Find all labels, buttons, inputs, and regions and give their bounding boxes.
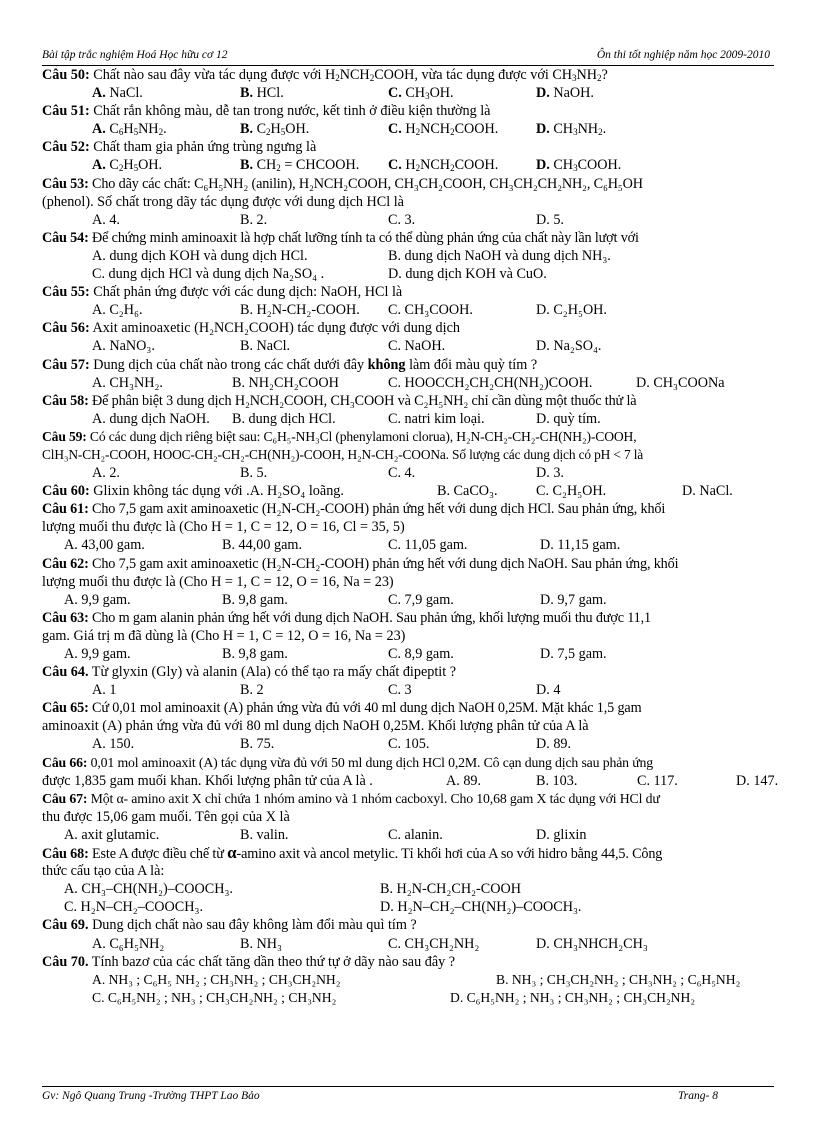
q69-options — [42, 935, 794, 953]
q65-stem: Câu 65: Cứ 0,01 mol aminoaxit (A) phản ứng vừa đủ với 40 ml dung dịch NaOH 0,25M. Mặt khác 1,5 gam — [42, 700, 642, 717]
q50-stem: Câu 50: Chất nào sau đây vừa tác dụng được với $H_2NCH_2COOH$, vừa tác dụng được với $CH_3NH_2$? — [42, 67, 608, 83]
option-c: C. alanin. — [388, 826, 443, 843]
header-right: Ôn thi tốt nghiệp năm học 2009-2010 — [596, 49, 770, 61]
footer-author: Gv: Ngô Quang Trung -Trường THPT Lao Bảo — [42, 1090, 260, 1102]
q63-stem: Câu 63: Cho m gam alanin phản ứng hết với dung dịch NaOH. Sau phản ứng, khối lượng muối thu được 11,1 — [42, 609, 651, 626]
option-b: B. $CH_2$ = CHCOOH. — [240, 157, 360, 174]
q69-stem: Câu 69. Dung dịch chất nào sau đây không làm đổi màu quì tím ? — [42, 917, 417, 934]
q66-stem-2: được 1,835 gam muối khan. Khối lượng phân tử của A là . A. 89. B. 103. C. 117. D. 147. — [42, 772, 779, 789]
q63-stem-2: gam. Giá trị m đã dùng là (Cho H = 1, C = 12, O = 16, Na = 23) — [42, 627, 406, 644]
option-c: C. $H_2NCH_2COOH$. — [388, 121, 499, 138]
q63-options — [42, 645, 794, 663]
option-d: D. 3. — [536, 465, 564, 482]
option-c: C. $H_2NCH_2COOH$. — [388, 157, 499, 174]
q67-stem-2: thu được 15,06 gam muối. Tên gọi của X là — [42, 808, 290, 825]
option-a: A. NaCl. — [92, 85, 143, 102]
option-b: B. H₂N-CH₂CH₂-COOH — [380, 881, 521, 898]
option-b: B. 9,8 gam. — [222, 646, 288, 662]
q56-options — [42, 337, 794, 355]
option-d: D. quỳ tím. — [536, 410, 601, 427]
option-d: D. C₆H₅NH₂ ; NH₃ ; CH₃NH₂ ; CH₃CH₂NH₂ — [450, 989, 696, 1005]
option-b: B. 44,00 gam. — [222, 537, 302, 554]
option-b: B. H₂N-CH₂-COOH. — [240, 302, 360, 319]
option-a: A. NaNO₃. — [92, 338, 155, 355]
q70-stem: Câu 70. Tính bazơ của các chất tăng dần theo thứ tự ở dãy nào sau đây ? — [42, 953, 456, 970]
option-d: D. C₂H₅OH. — [536, 302, 607, 319]
q68-options-1 — [42, 880, 794, 898]
option-d: D. 9,7 gam. — [540, 591, 607, 608]
option-c: C. 11,05 gam. — [388, 537, 468, 554]
q59-stem: Câu 59: Có các dung dịch riêng biệt sau: C₆H₅-NH₃Cl (phenylamoni clorua), H₂N-CH₂-CH₂-CH(NH₂)-COOH, — [42, 428, 637, 444]
option-b: B. NH₃ — [240, 935, 282, 952]
q53-stem-2: (phenol). Số chất trong dãy tác dụng được với dung dịch HCl là — [42, 193, 404, 210]
q55-stem: Câu 55: Chất phản ứng được với các dung dịch: NaOH, HCl là — [42, 284, 403, 301]
option-b: B. 2. — [240, 211, 268, 228]
q60-stem: Câu 60: Glixin không tác dụng với .A. H₂SO₄ loãng. B. CaCO₃. C. C₂H₅OH. D. NaCl. — [42, 483, 733, 500]
option-a: A. axit glutamic. — [64, 826, 160, 843]
option-d: D. $CH_3NH_2$. — [536, 121, 607, 138]
q62-stem-2: lượng muối thu được là (Cho H = 1, C = 12, O = 16, Na = 23) — [42, 573, 394, 590]
q62-stem: Câu 62: Cho 7,5 gam axit aminoaxetic (H₂N-CH₂-COOH) phản ứng hết với dung dịch NaOH. Sau phản ứng, khối — [42, 555, 679, 572]
q53-stem: Câu 53: Cho dãy các chất: C₆H₅NH₂ (anilin), H₂NCH₂COOH, CH₃CH₂COOH, CH₃CH₂CH₂NH₂, C₆H₅OH — [42, 175, 643, 192]
option-a: A. C₆H₅NH₂ — [92, 935, 165, 952]
option-c: C. dung dịch HCl và dung dịch Na₂SO₄ . — [92, 266, 325, 283]
option-b: B. 103. — [536, 772, 578, 789]
option-a: A. dung dịch NaOH. — [92, 410, 210, 427]
q66-stem: Câu 66: 0,01 mol aminoaxit (A) tác dụng vừa đủ với 50 ml dung dịch HCl 0,2M. Cô cạn dung dịch sau phản ứng — [42, 754, 654, 770]
option-c: C. 4. — [388, 465, 416, 482]
option-a: A. 43,00 gam. — [64, 537, 145, 554]
option-d: D. 7,5 gam. — [540, 646, 607, 662]
q59-stem-2: ClH₃N-CH₂-COOH, HOOC-CH₂-CH₂-CH(NH₂)-COOH, H₂N-CH₂-COONa. Số lượng các dung dịch có pH < 7 là — [42, 446, 644, 462]
option-b: B. $C_2H_5OH$. — [240, 121, 310, 138]
q62-options — [42, 591, 794, 609]
q65-stem-2: aminoaxit (A) phản ứng vừa đủ với 80 ml dung dịch NaOH 0,25M. Khối lượng phân tử của A là — [42, 718, 589, 735]
q61-options — [42, 536, 794, 554]
option-c: C. 3. — [388, 211, 416, 228]
option-d: D. 5. — [536, 211, 564, 228]
q68-stem-2: thức cấu tạo của A là: — [42, 863, 165, 880]
option-b: B. CaCO₃. — [437, 483, 498, 500]
option-a: A. 2. — [92, 465, 120, 482]
q55-options — [42, 301, 794, 319]
option-a: A. 4. — [92, 211, 120, 228]
q70-options-1 — [42, 971, 794, 989]
option-b: B. NH₃ ; CH₃CH₂NH₂ ; CH₃NH₂ ; C₆H₅NH₂ — [496, 971, 741, 987]
option-b: B. NH₂CH₂COOH — [232, 374, 339, 391]
question-list — [42, 66, 794, 1007]
option-c: C. H₂N–CH₂–COOCH₃. — [64, 899, 203, 916]
q51-options — [42, 120, 794, 138]
q52-options — [42, 156, 794, 174]
option-a: A. C₂H₆. — [92, 302, 143, 319]
q64-options — [42, 681, 794, 699]
option-d: D. dung dịch KOH và CuO. — [388, 266, 547, 283]
q68-stem: Câu 68: Este A được điều chế từ α-amino axit và ancol metylic. Tỉ khối hơi của A so với hidro bằng 44,5. Công — [42, 843, 663, 863]
q67-options — [42, 826, 794, 844]
q52-stem: Câu 52: Chất tham gia phản ứng trùng ngưng là — [42, 139, 317, 156]
option-c: C. 8,9 gam. — [388, 646, 454, 662]
option-d: D. 11,15 gam. — [540, 537, 621, 554]
option-c: C. CH₃COOH. — [388, 302, 473, 319]
q59-options — [42, 464, 794, 482]
option-c: C. CH₃CH₂NH₂ — [388, 935, 480, 952]
option-c: C. NaOH. — [388, 338, 446, 355]
q51-stem: Câu 51: Chất rắn không màu, dễ tan trong nước, kết tinh ở điều kiện thường là — [42, 103, 491, 120]
option-c: C. 117. — [637, 772, 678, 789]
option-b: B. dung dịch HCl. — [232, 410, 336, 427]
option-c: C. $CH_3OH$. — [388, 85, 454, 102]
option-a: A. $C_6H_5NH_2$. — [92, 121, 167, 138]
q64-stem: Câu 64. Từ glyxin (Gly) và alanin (Ala) có thể tạo ra mấy chất đipeptit ? — [42, 664, 457, 681]
option-d: D. $CH_3COOH$. — [536, 157, 622, 174]
q53-options — [42, 211, 794, 229]
option-a: A. 150. — [92, 736, 135, 753]
option-c: C. C₂H₅OH. — [536, 483, 607, 500]
option-d: D. CH₃NHCH₂CH₃ — [536, 935, 648, 952]
option-b: B. 5. — [240, 465, 268, 482]
option-a: A. dung dịch KOH và dung dịch HCl. — [92, 247, 308, 264]
option-d: D. 147. — [736, 772, 779, 789]
q57-stem: Câu 57: Dung dịch của chất nào trong các chất dưới đây không làm đổi màu quỳ tím ? — [42, 356, 538, 373]
option-b: B. valin. — [240, 826, 289, 843]
page-footer — [42, 1086, 774, 1102]
option-d: D. H₂N–CH₂–CH(NH₂)–COOCH₃. — [380, 899, 582, 916]
option-a: A. 1 — [92, 682, 117, 699]
option-d: D. glixin — [536, 826, 587, 843]
option-b: B. HCl. — [240, 85, 284, 102]
option-b: B. 75. — [240, 736, 275, 753]
q57-options — [42, 374, 794, 392]
option-a: A. CH₃NH₂. — [92, 374, 163, 391]
page-header — [42, 49, 774, 66]
q65-options — [42, 735, 794, 753]
option-a: A. 89. — [446, 772, 482, 789]
option-d: D. 4 — [536, 682, 561, 699]
option-a: A. 9,9 gam. — [64, 646, 131, 662]
option-a: A. NH₃ ; C₆H₅ NH₂ ; CH₃NH₂ ; CH₃CH₂NH₂ — [92, 971, 341, 987]
option-c: C. 105. — [388, 736, 430, 753]
option-c: C. 3 — [388, 682, 412, 699]
q54-options-2 — [42, 265, 794, 283]
q58-options — [42, 410, 794, 428]
header-left: Bài tập trắc nghiệm Hoá Học hữu cơ 12 — [42, 49, 228, 61]
q56-stem: Câu 56: Axit aminoaxetic (H₂NCH₂COOH) tác dụng được với dung dịch — [42, 320, 460, 337]
option-c: C. 7,9 gam. — [388, 591, 454, 608]
page-number: Trang- 8 — [678, 1090, 718, 1102]
q61-stem: Câu 61: Cho 7,5 gam axit aminoaxetic (H₂N-CH₂-COOH) phản ứng hết với dung dịch HCl. Sau phản ứng, khối — [42, 501, 666, 518]
option-c: C. C₆H₅NH₂ ; NH₃ ; CH₃CH₂NH₂ ; CH₃NH₂ — [92, 989, 337, 1005]
option-a: A. CH₃–CH(NH₂)–COOCH₃. — [64, 881, 233, 898]
q50-options — [42, 84, 794, 102]
option-d: D. CH₃COONa — [636, 374, 725, 391]
q68-options-2 — [42, 898, 794, 916]
option-d: D. Na₂SO₄. — [536, 338, 602, 355]
q70-options-2 — [42, 989, 794, 1007]
option-a: A. 9,9 gam. — [64, 591, 131, 608]
option-d: D. NaOH. — [536, 85, 594, 102]
q61-stem-2: lượng muối thu được là (Cho H = 1, C = 12, O = 16, Cl = 35, 5) — [42, 519, 405, 536]
option-c: C. natri kim loại. — [388, 410, 485, 427]
option-b: B. 2 — [240, 682, 264, 699]
q67-stem: Câu 67: Một α- amino axit X chỉ chứa 1 nhóm amino và 1 nhóm cacboxyl. Cho 10,68 gam X tác dụng với HCl dư — [42, 790, 660, 806]
option-b: B. dung dịch NaOH và dung dịch NH₃. — [388, 247, 611, 264]
option-b: B. 9,8 gam. — [222, 591, 288, 608]
q54-options-1 — [42, 247, 794, 265]
option-d: D. NaCl. — [682, 483, 733, 500]
q58-stem: Câu 58: Để phân biệt 3 dung dịch H₂NCH₂COOH, CH₃COOH và C₂H₅NH₂ chỉ cần dùng một thuốc thử là — [42, 392, 637, 409]
option-c: C. HOOCCH₂CH₂CH(NH₂)COOH. — [388, 374, 593, 391]
option-d: D. 89. — [536, 736, 572, 753]
q54-stem: Câu 54: Để chứng minh aminoaxit là hợp chất lưỡng tính ta có thể dùng phản ứng của chất này lần lượt với — [42, 229, 639, 246]
option-b: B. NaCl. — [240, 338, 291, 355]
option-a: A. $C_2H_5OH$. — [92, 157, 163, 174]
